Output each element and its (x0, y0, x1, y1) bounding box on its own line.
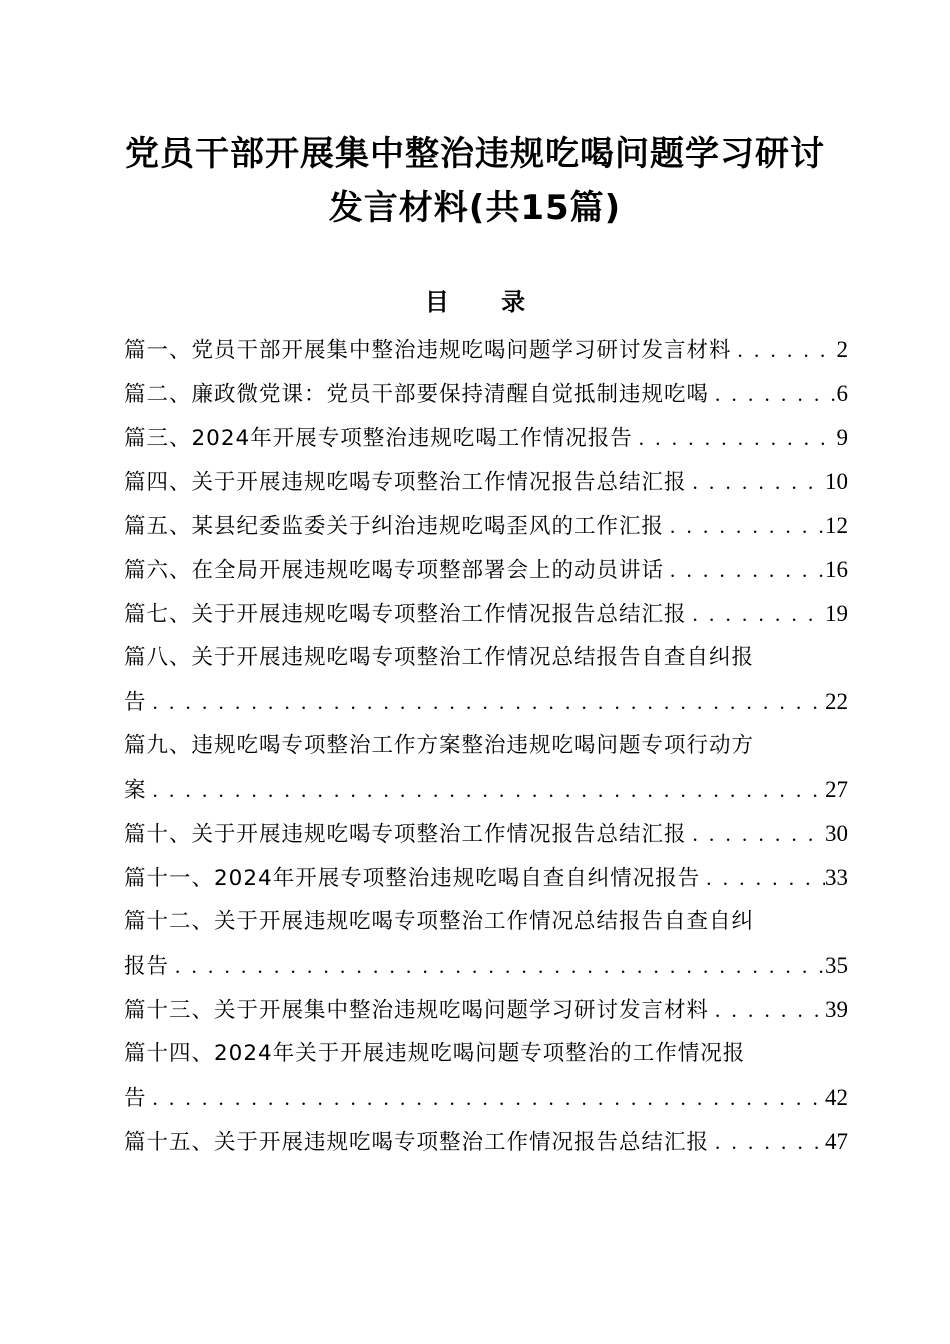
document-title-line2: 发言材料(共15篇) (328, 188, 622, 228)
toc-entry-2[interactable] (124, 372, 848, 416)
toc-entry-title: 篇六、在全局开展违规吃喝专项整部署会上的动员讲话 (124, 558, 665, 583)
toc-page-number: 39 (825, 997, 848, 1022)
toc-entry-7[interactable] (124, 592, 848, 636)
toc-entry-13[interactable] (124, 988, 848, 1032)
toc-dot-leader (147, 680, 825, 724)
toc-dot-leader (687, 812, 825, 856)
toc-page-number: 42 (825, 1085, 848, 1110)
toc-page-number: 9 (836, 425, 848, 450)
toc-entry-11[interactable] (124, 856, 848, 900)
toc-page-number: 33 (825, 865, 848, 890)
toc-dot-leader (687, 592, 825, 636)
toc-entry-title-continued: 告 (124, 1086, 147, 1111)
toc-dot-leader (700, 856, 825, 900)
toc-dot-leader (147, 768, 825, 812)
toc-entry-4[interactable] (124, 460, 848, 504)
toc-entry-10[interactable] (124, 812, 848, 856)
toc-entry-title: 篇十五、关于开展违规吃喝专项整治工作情况报告总结汇报 (124, 1130, 710, 1155)
toc-entry-title: 篇十、关于开展违规吃喝专项整治工作情况报告总结汇报 (124, 822, 687, 847)
toc-entry-title: 篇十二、关于开展违规吃喝专项整治工作情况总结报告自查自纠 (124, 909, 755, 934)
toc-dot-leader (147, 1076, 825, 1120)
toc-entry-15[interactable] (124, 1120, 848, 1164)
toc-page-number: 16 (825, 557, 848, 582)
toc-entry-9[interactable] (124, 724, 848, 812)
toc-dot-leader (664, 548, 825, 592)
toc-entry-1[interactable] (124, 328, 848, 372)
toc-page-number: 19 (825, 601, 848, 626)
toc-page-number: 10 (825, 469, 848, 494)
toc-page-number: 2 (836, 337, 848, 362)
toc-page-number: 12 (825, 513, 848, 538)
toc-page-number: 22 (825, 689, 848, 714)
toc-dot-leader (664, 504, 825, 548)
toc-entry-title: 篇三、2024年开展专项整治违规吃喝工作情况报告 (124, 426, 633, 451)
toc-page-number: 27 (825, 777, 848, 802)
table-of-contents (124, 328, 848, 1164)
toc-entry-title: 篇十四、2024年关于开展违规吃喝问题专项整治的工作情况报 (124, 1041, 746, 1066)
toc-entry-3[interactable] (124, 416, 848, 460)
toc-dot-leader (169, 944, 825, 988)
toc-heading: 目 录 (424, 288, 548, 316)
toc-entry-6[interactable] (124, 548, 848, 592)
toc-entry-title: 篇四、关于开展违规吃喝专项整治工作情况报告总结汇报 (124, 470, 687, 495)
toc-entry-12[interactable] (124, 900, 848, 988)
toc-entry-5[interactable] (124, 504, 848, 548)
toc-entry-title: 篇十一、2024年开展专项整治违规吃喝自查自纠情况报告 (124, 866, 701, 891)
toc-entry-8[interactable] (124, 636, 848, 724)
toc-page-number: 6 (836, 381, 848, 406)
toc-dot-leader (732, 328, 837, 372)
toc-entry-title: 篇七、关于开展违规吃喝专项整治工作情况报告总结汇报 (124, 602, 687, 627)
toc-dot-leader (709, 1120, 825, 1164)
toc-entry-title-continued: 告 (124, 690, 147, 715)
toc-entry-title: 篇五、某县纪委监委关于纠治违规吃喝歪风的工作汇报 (124, 514, 665, 539)
toc-entry-title: 篇二、廉政微党课：党员干部要保持清醒自觉抵制违规吃喝 (124, 382, 710, 407)
toc-dot-leader (633, 416, 837, 460)
toc-entry-title-continued: 案 (124, 778, 147, 803)
toc-dot-leader (687, 460, 825, 504)
toc-dot-leader (709, 988, 825, 1032)
toc-entry-title-continued: 报告 (124, 954, 170, 979)
toc-entry-title: 篇一、党员干部开展集中整治违规吃喝问题学习研讨发言材料 (124, 338, 732, 363)
toc-entry-title: 篇九、违规吃喝专项整治工作方案整治违规吃喝问题专项行动方 (124, 733, 755, 758)
toc-page-number: 30 (825, 821, 848, 846)
toc-page-number: 35 (825, 953, 848, 978)
toc-dot-leader (709, 372, 836, 416)
toc-entry-title: 篇十三、关于开展集中整治违规吃喝问题学习研讨发言材料 (124, 998, 710, 1023)
document-title-line1: 党员干部开展集中整治违规吃喝问题学习研讨 (125, 134, 825, 174)
toc-entry-14[interactable] (124, 1032, 848, 1120)
toc-entry-title: 篇八、关于开展违规吃喝专项整治工作情况总结报告自查自纠报 (124, 645, 755, 670)
toc-page-number: 47 (825, 1129, 848, 1154)
